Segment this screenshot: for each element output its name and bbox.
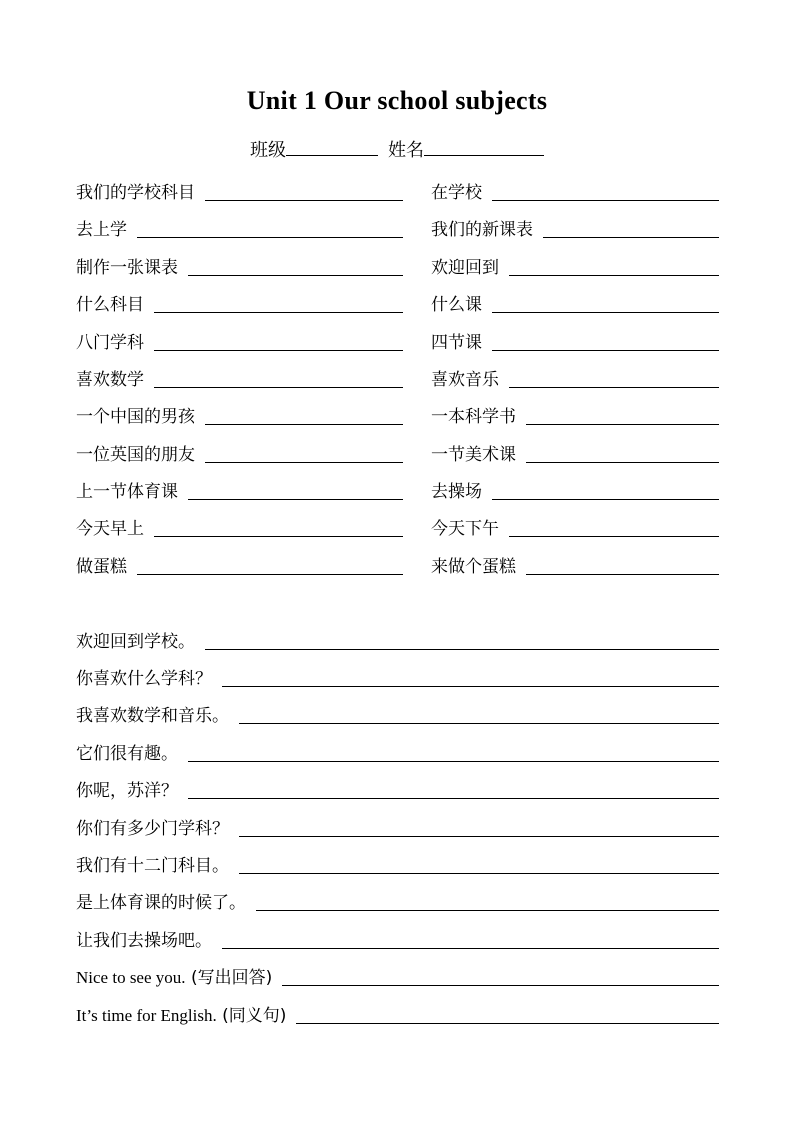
phrase-row-left	[76, 291, 403, 315]
phrase-row-left	[76, 403, 403, 427]
answer-line[interactable]	[205, 462, 403, 463]
sentence-label: 欢迎回到学校。	[76, 632, 195, 652]
sentence-row	[76, 628, 719, 652]
name-blank[interactable]	[424, 139, 544, 156]
sentence-label: 你呢，苏洋？	[76, 781, 178, 801]
answer-line[interactable]	[222, 686, 719, 687]
sentence-label: 让我们去操场吧。	[76, 931, 212, 951]
english-sentence: It’s time for English.	[76, 1006, 217, 1025]
phrase-label: 八门学科	[76, 333, 144, 353]
phrase-label: 去上学	[76, 220, 127, 240]
phrase-label: 去操场	[431, 482, 482, 502]
answer-line[interactable]	[509, 275, 719, 276]
phrase-row-left	[76, 441, 403, 465]
class-label: 班级	[250, 140, 286, 161]
phrase-label: 我们的学校科目	[76, 183, 195, 203]
phrase-row-left	[76, 366, 403, 390]
sentence-row	[76, 927, 719, 951]
sentence-label: 我喜欢数学和音乐。	[76, 706, 229, 726]
phrase-row-left	[76, 478, 403, 502]
answer-line[interactable]	[137, 574, 403, 575]
instruction-note: (写出回答)	[190, 968, 273, 988]
answer-line[interactable]	[296, 1023, 719, 1024]
answer-line[interactable]	[205, 649, 719, 650]
answer-line[interactable]	[509, 387, 719, 388]
phrase-row-right	[431, 366, 719, 390]
answer-line[interactable]	[492, 499, 719, 500]
answer-line[interactable]	[282, 985, 719, 986]
answer-line[interactable]	[492, 312, 719, 313]
phrase-label: 一位英国的朋友	[76, 445, 195, 465]
sentence-row	[76, 815, 719, 839]
sentence-row	[76, 852, 719, 876]
answer-line[interactable]	[205, 200, 403, 201]
answer-line[interactable]	[239, 873, 719, 874]
phrase-label: 什么科目	[76, 295, 144, 315]
answer-line[interactable]	[188, 798, 719, 799]
instruction-note: (同义句)	[222, 1006, 287, 1026]
answer-line[interactable]	[509, 536, 719, 537]
phrase-label: 今天早上	[76, 519, 144, 539]
phrase-row-right	[431, 291, 719, 315]
phrase-row-left	[76, 515, 403, 539]
answer-line[interactable]	[543, 237, 719, 238]
phrase-label: 在学校	[431, 183, 482, 203]
english-item-row	[76, 964, 719, 988]
answer-line[interactable]	[492, 200, 719, 201]
name-label: 姓名	[388, 140, 424, 161]
class-blank[interactable]	[286, 139, 378, 156]
phrase-row-right	[431, 329, 719, 353]
answer-line[interactable]	[188, 275, 403, 276]
english-item-label	[76, 968, 272, 988]
phrase-row-right	[431, 553, 719, 577]
answer-line[interactable]	[239, 723, 719, 724]
worksheet-title: Unit 1 Our school subjects	[246, 86, 548, 115]
phrase-row-left	[76, 179, 403, 203]
answer-line[interactable]	[188, 499, 403, 500]
phrase-label: 我们的新课表	[431, 220, 533, 240]
english-sentence: Nice to see you.	[76, 968, 186, 987]
phrase-label: 来做个蛋糕	[431, 557, 516, 577]
sentence-row	[76, 889, 719, 913]
sentence-label: 它们很有趣。	[76, 744, 178, 764]
answer-line[interactable]	[188, 761, 719, 762]
phrase-row-right	[431, 216, 719, 240]
phrase-row-left	[76, 216, 403, 240]
phrase-label: 一本科学书	[431, 407, 516, 427]
phrase-row-left	[76, 329, 403, 353]
sentence-label: 你们有多少门学科？	[76, 819, 229, 839]
phrase-label: 一节美术课	[431, 445, 516, 465]
student-info-line	[0, 136, 794, 162]
phrase-row-right	[431, 403, 719, 427]
phrase-label: 做蛋糕	[76, 557, 127, 577]
answer-line[interactable]	[256, 910, 719, 911]
phrase-label: 制作一张课表	[76, 258, 178, 278]
answer-line[interactable]	[154, 350, 403, 351]
phrase-label: 一个中国的男孩	[76, 407, 195, 427]
phrase-row-right	[431, 515, 719, 539]
phrase-row-right	[431, 254, 719, 278]
english-item-row	[76, 1002, 719, 1026]
english-item-label	[76, 1006, 286, 1026]
sentence-row	[76, 777, 719, 801]
phrase-row-right	[431, 441, 719, 465]
phrase-label: 四节课	[431, 333, 482, 353]
sentence-row	[76, 665, 719, 689]
answer-line[interactable]	[154, 536, 403, 537]
answer-line[interactable]	[137, 237, 403, 238]
answer-line[interactable]	[526, 462, 719, 463]
answer-line[interactable]	[526, 424, 719, 425]
answer-line[interactable]	[154, 312, 403, 313]
answer-line[interactable]	[154, 387, 403, 388]
phrase-label: 喜欢音乐	[431, 370, 499, 390]
phrase-row-left	[76, 553, 403, 577]
phrase-label: 喜欢数学	[76, 370, 144, 390]
answer-line[interactable]	[205, 424, 403, 425]
phrase-row-left	[76, 254, 403, 278]
answer-line[interactable]	[526, 574, 719, 575]
phrase-label: 今天下午	[431, 519, 499, 539]
answer-line[interactable]	[222, 948, 719, 949]
answer-line[interactable]	[492, 350, 719, 351]
phrase-label: 欢迎回到	[431, 258, 499, 278]
answer-line[interactable]	[239, 836, 719, 837]
phrase-label: 什么课	[431, 295, 482, 315]
sentence-label: 是上体育课的时候了。	[76, 893, 246, 913]
sentence-row	[76, 740, 719, 764]
sentence-row	[76, 702, 719, 726]
phrase-row-right	[431, 478, 719, 502]
sentence-label: 我们有十二门科目。	[76, 856, 229, 876]
sentence-label: 你喜欢什么学科？	[76, 669, 212, 689]
phrase-row-right	[431, 179, 719, 203]
phrase-label: 上一节体育课	[76, 482, 178, 502]
